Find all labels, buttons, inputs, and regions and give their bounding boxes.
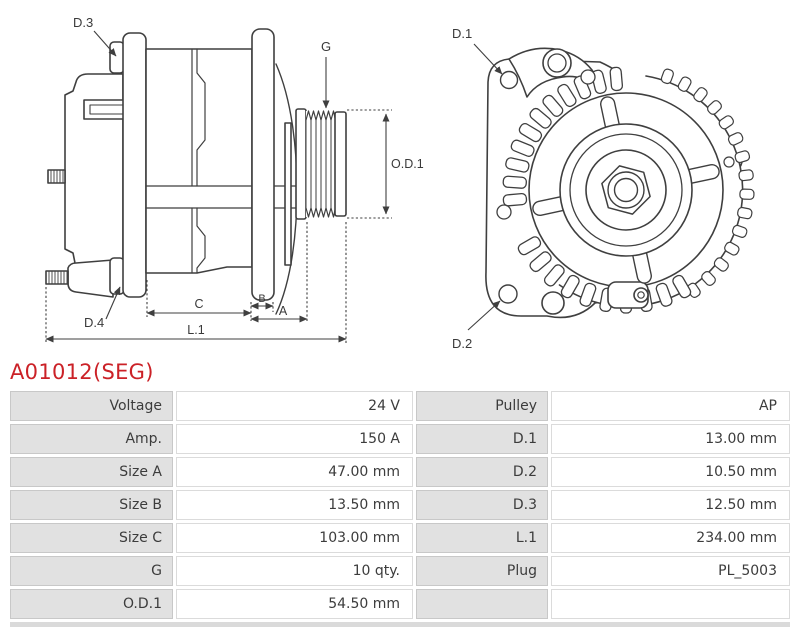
dim-label-a: A xyxy=(278,304,288,318)
spec-table xyxy=(10,391,790,619)
spec-label: O.D.1 xyxy=(10,589,173,619)
bottom-boss xyxy=(542,292,564,314)
spec-value: 234.00 mm xyxy=(551,523,790,553)
spec-value: 12.50 mm xyxy=(551,490,790,520)
spec-label: Size B xyxy=(10,490,173,520)
spec-label: L.1 xyxy=(416,523,548,553)
terminal-stud-lower xyxy=(46,271,68,284)
spec-value: 10.50 mm xyxy=(551,457,790,487)
spec-value: 13.50 mm xyxy=(176,490,413,520)
right-tab-hole xyxy=(724,157,734,167)
spec-value: AP xyxy=(551,391,790,421)
dim-label-b: B xyxy=(258,293,266,305)
stator-body xyxy=(146,49,252,273)
dim-label-g: G xyxy=(320,39,332,54)
spec-label: Pulley xyxy=(416,391,548,421)
dim-label-od1: O.D.1 xyxy=(391,157,424,171)
spec-label: Size C xyxy=(10,523,173,553)
dim-label-d1: D.1 xyxy=(452,26,473,41)
mount-wedge-lower xyxy=(68,260,113,297)
dim-label-d3: D.3 xyxy=(73,15,94,30)
spec-label: D.2 xyxy=(416,457,548,487)
spec-value: 103.00 mm xyxy=(176,523,413,553)
leader-d1 xyxy=(474,44,502,74)
spec-label: D.3 xyxy=(416,490,548,520)
rear-bracket-plate xyxy=(123,33,146,297)
front-bracket-bar xyxy=(252,29,274,300)
side-view-drawing xyxy=(46,29,346,314)
spec-value: 150 A xyxy=(176,424,413,454)
spec-label: Plug xyxy=(416,556,548,586)
shaft-washer xyxy=(285,123,291,265)
small-hole-top xyxy=(581,70,595,84)
spec-label xyxy=(416,589,548,619)
dim-label-c: C xyxy=(194,297,204,311)
table-bottom-border xyxy=(10,622,790,627)
front-view-drawing xyxy=(486,48,754,317)
mount-lug-top xyxy=(110,42,124,73)
pulley-side xyxy=(296,109,346,219)
spec-value: PL_5003 xyxy=(551,556,790,586)
spec-label: D.1 xyxy=(416,424,548,454)
top-boss-ring xyxy=(543,49,571,77)
dim-label-l1: L.1 xyxy=(187,323,205,337)
spec-value: 24 V xyxy=(176,391,413,421)
dim-label-d2: D.2 xyxy=(452,336,473,351)
terminal-stud-upper xyxy=(48,170,65,183)
spec-label: Voltage xyxy=(10,391,173,421)
spec-label: Amp. xyxy=(10,424,173,454)
spec-label: Size A xyxy=(10,457,173,487)
spec-value xyxy=(551,589,790,619)
bottom-foot-ring xyxy=(634,288,648,302)
part-number-title: A01012(SEG) xyxy=(10,360,154,384)
leader-d2 xyxy=(468,301,500,330)
dim-label-d4: D.4 xyxy=(84,315,105,330)
spec-value: 13.00 mm xyxy=(551,424,790,454)
spec-value: 10 qty. xyxy=(176,556,413,586)
mount-lug-bottom xyxy=(110,258,124,294)
front-view-labels xyxy=(452,26,472,351)
spec-label: G xyxy=(10,556,173,586)
spec-value: 54.50 mm xyxy=(176,589,413,619)
spec-value: 47.00 mm xyxy=(176,457,413,487)
